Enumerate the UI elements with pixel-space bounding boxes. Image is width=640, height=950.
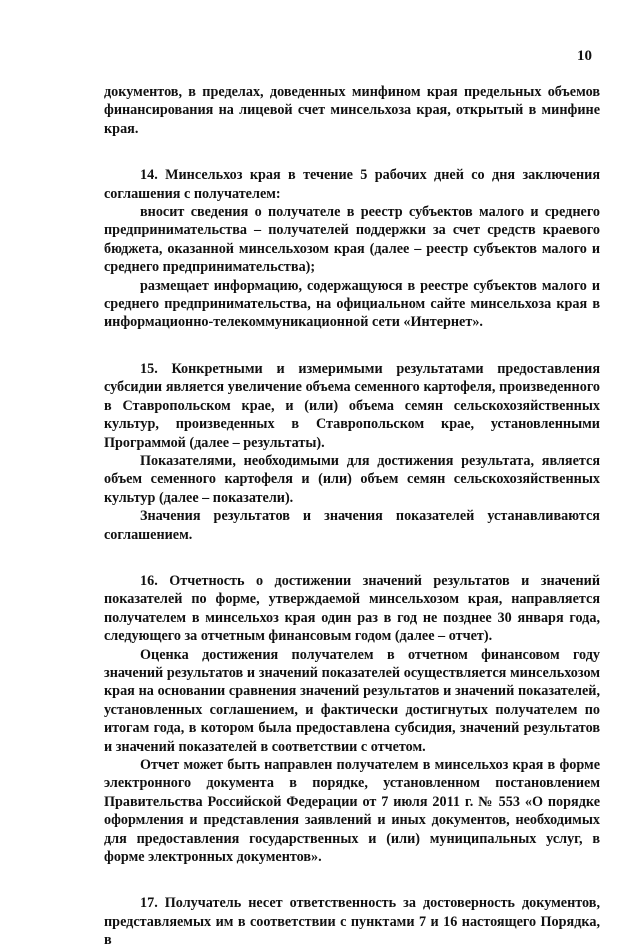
- paragraph-publish-info: размещает информацию, содержащуюся в реестре субъектов малого и среднего предпринимательства, на официальном сайте минсельхоза края в информационно-телекоммуникационной сети «Интернет».: [104, 277, 600, 331]
- paragraph-indicators: Показателями, необходимыми для достижения результата, является объем семенного картофеля и (или) объем семян сельскохозяйственных культур (далее – показатели).: [104, 452, 600, 506]
- paragraph-values-agreement: Значения результатов и значения показателей устанавливаются соглашением.: [104, 508, 600, 543]
- document-body: [104, 83, 600, 950]
- paragraph-electronic-report: Отчет может быть направлен получателем в минсельхоз края в форме электронного документа в порядке, установленном постановлением Правительства Российской Федерации от 7 июля 2011 г. № 553 «О порядке оформления и представления заявлений и иных документов, необходимых для предоставления государственных и (или) муниципальных услуг, в форме электронных документов».: [104, 757, 600, 866]
- paragraph-assessment: Оценка достижения получателем в отчетном финансовом году значений результатов и значений показателей осуществляется минсельхозом края на основании сравнения значений результатов и значений показателей, установленных соглашением, и фактически достигнутых получателем по итогам года, в котором была предоставлена субсидия, значений результатов и значений показателей в соответствии с отчетом.: [104, 646, 600, 755]
- paragraph-item-15: 15. Конкретными и измеримыми результатами предоставления субсидии является увеличение объема семенного картофеля, произведенного в Ставропольском крае, и (или) объема семян сельскохозяйственных культур, произведенных в Ставропольском крае, установленными Программой (далее – результаты).: [104, 360, 600, 451]
- paragraph-item-16: 16. Отчетность о достижении значений результатов и значений показателей по форме, утверждаемой минсельхозом края, направляется получателем в минсельхоз края один раз в год не позднее 30 января года, следующего за отчетным финансовым годом (далее – отчет).: [104, 572, 600, 645]
- paragraph-registry-entry: вносит сведения о получателе в реестр субъектов малого и среднего предпринимательства – получателей поддержки за счет средств краевого бюджета, оказанной минсельхозом края (далее – реестр субъектов малого и среднего предпринимательства);: [104, 204, 600, 276]
- paragraph-item-14: 14. Минсельхоз края в течение 5 рабочих дней со дня заключения соглашения с получателем:: [104, 167, 600, 202]
- paragraph-continuation: документов, в пределах, доведенных минфином края предельных объемов финансирования на лицевой счет минсельхоза края, открытый в минфине края.: [104, 84, 600, 137]
- paragraph-item-17: 17. Получатель несет ответственность за достоверность документов, представляемых им в соответствии с пунктами 7 и 16 настоящего Порядка, в: [104, 895, 600, 949]
- page-number: 10: [577, 48, 592, 64]
